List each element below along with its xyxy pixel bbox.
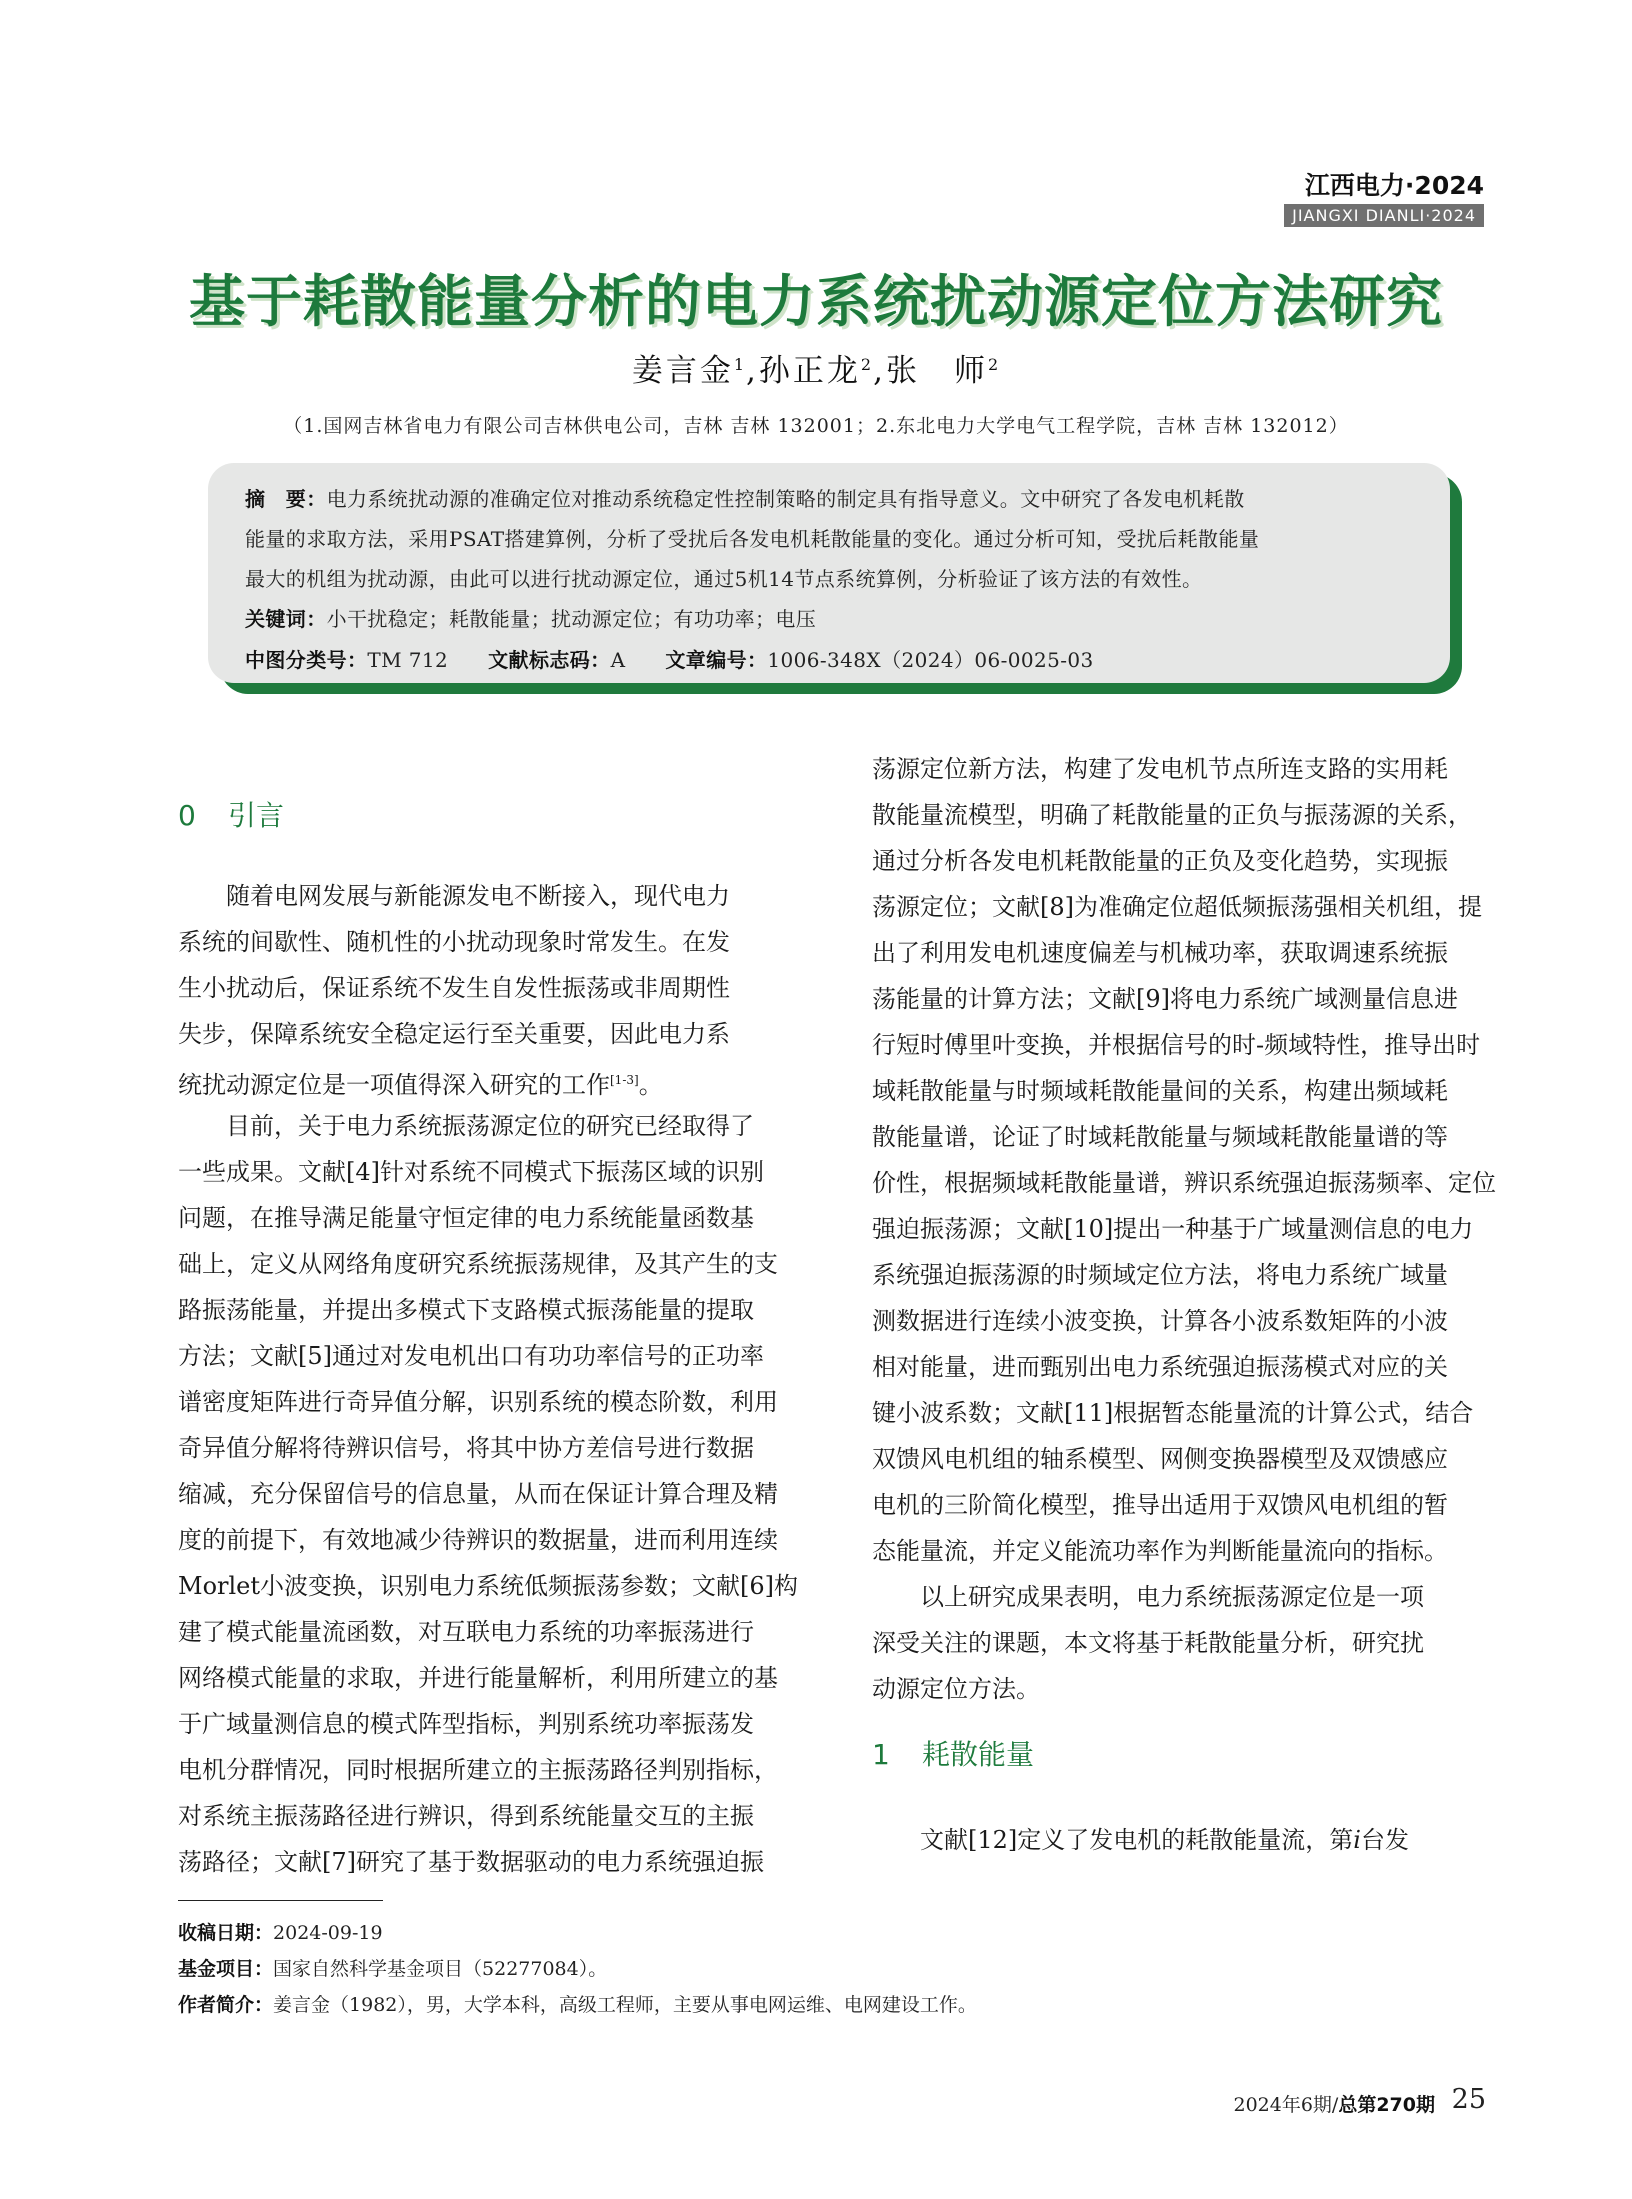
body-line: 荡源定位；文献[8]为准确定位超低频振荡强相关机组，提 — [872, 893, 1482, 921]
footnote-text: 姜言金（1982），男，大学本科，高级工程师，主要从事电网运维、电网建设工作。 — [273, 1994, 977, 2016]
body-line: 目前，关于电力系统振荡源定位的研究已经取得了 — [178, 1112, 754, 1140]
body-line: 动源定位方法。 — [872, 1675, 1040, 1703]
body-line: 缩减，充分保留信号的信息量，从而在保证计算合理及精 — [178, 1480, 778, 1508]
body-line: 散能量谱，论证了时域耗散能量与频域耗散能量谱的等 — [872, 1123, 1448, 1151]
body-line: 度的前提下，有效地减少待辨识的数据量，进而利用连续 — [178, 1526, 778, 1554]
body-line: 谱密度矩阵进行奇异值分解，识别系统的模态阶数，利用 — [178, 1388, 778, 1416]
abstract-label: 摘 要： — [245, 487, 327, 511]
body-line: 通过分析各发电机耗散能量的正负及变化趋势，实现振 — [872, 847, 1448, 875]
body-line: 建了模式能量流函数，对互联电力系统的功率振荡进行 — [178, 1618, 754, 1646]
keywords-label: 关键词： — [245, 607, 327, 631]
body-line: 出了利用发电机速度偏差与机械功率，获取调速系统振 — [872, 939, 1448, 967]
body-line: 奇异值分解将待辨识信号，将其中协方差信号进行数据 — [178, 1434, 754, 1462]
body-line: 于广域量测信息的模式阵型指标，判别系统功率振荡发 — [178, 1710, 754, 1738]
issue-info — [1233, 2090, 1435, 2117]
body-line — [178, 1057, 813, 1103]
body-line: 系统的间歇性、随机性的小扰动现象时常发生。在发 — [178, 928, 730, 956]
author-name: 姜言金 — [631, 353, 734, 389]
body-line: 系统强迫振荡源的时频域定位方法，将电力系统广域量 — [872, 1261, 1448, 1289]
journal-name: 江西电力·2024 — [1304, 171, 1484, 200]
body-line: 态能量流，并定义能流功率作为判断能量流向的指标。 — [872, 1537, 1448, 1565]
body-line: 方法；文献[5]通过对发电机出口有功功率信号的正功率 — [178, 1342, 764, 1370]
body-text: 统扰动源定位是一项值得深入研究的工作 — [178, 1071, 610, 1099]
author-affil-mark: 1 — [733, 354, 745, 374]
author-name: 孙正龙 — [758, 353, 861, 389]
article-no-label: 文章编号： — [665, 648, 768, 672]
class-code: TM 712 — [367, 648, 449, 672]
body-line: 散能量流模型，明确了耗散能量的正负与振荡源的关系， — [872, 801, 1472, 829]
article-no: 1006-348X（2024）06-0025-03 — [767, 648, 1094, 672]
footnote-author — [178, 1990, 977, 2017]
body-text: 文献[12]定义了发电机的耗散能量流，第 — [872, 1826, 1354, 1854]
author-list — [0, 345, 1632, 390]
doc-code: A — [610, 648, 626, 672]
body-line: 随着电网发展与新能源发电不断接入，现代电力 — [178, 882, 730, 910]
keywords-line — [245, 603, 816, 632]
footnote-fund — [178, 1954, 607, 1981]
footnote-received — [178, 1918, 383, 1945]
journal-latin-name: JIANGXI DIANLI·2024 — [1284, 204, 1484, 227]
body-line: 电机的三阶简化模型，推导出适用于双馈风电机组的暂 — [872, 1491, 1448, 1519]
doc-code-label: 文献标志码： — [488, 648, 611, 672]
body-line: 行短时傅里叶变换，并根据信号的时-频域特性，推导出时 — [872, 1031, 1481, 1059]
affiliation: （1.国网吉林省电力有限公司吉林供电公司，吉林 吉林 132001；2.东北电力大学电气工程学院，吉林 吉林 132012） — [283, 415, 1349, 437]
body-line: 一些成果。文献[4]针对系统不同模式下振荡区域的识别 — [178, 1158, 764, 1186]
body-line: 网络模式能量的求取，并进行能量解析，利用所建立的基 — [178, 1664, 778, 1692]
body-line: 问题，在推导满足能量守恒定律的电力系统能量函数基 — [178, 1204, 754, 1232]
footnote-text: 2024-09-19 — [273, 1922, 383, 1944]
footnote-label: 基金项目： — [178, 1958, 274, 1980]
section-number: 0 — [178, 799, 196, 832]
body-line: 荡能量的计算方法；文献[9]将电力系统广域测量信息进 — [872, 985, 1458, 1013]
body-line: 深受关注的课题，本文将基于耗散能量分析，研究扰 — [872, 1629, 1424, 1657]
body-line: 相对能量，进而甄别出电力系统强迫振荡模式对应的关 — [872, 1353, 1448, 1381]
author-separator: , — [746, 353, 759, 389]
abstract-line: 能量的求取方法，采用PSAT搭建算例，分析了受扰后各发电机耗散能量的变化。通过分析可知，受扰后耗散能量 — [245, 527, 1260, 551]
section-heading-intro — [178, 794, 284, 834]
right-column — [872, 746, 1505, 1712]
body-line: 双馈风电机组的轴系模型、网侧变换器模型及双馈感应 — [872, 1445, 1448, 1473]
footnote-label: 作者简介： — [178, 1994, 274, 2016]
body-line: 对系统主振荡路径进行辨识，得到系统能量交互的主振 — [178, 1802, 754, 1830]
math-variable: i — [1353, 1826, 1361, 1854]
footnote-text: 国家自然科学基金项目（52277084）。 — [273, 1958, 608, 1980]
section-title: 引言 — [228, 799, 285, 832]
classification-line — [245, 644, 1094, 673]
body-text: 台发 — [1360, 1826, 1409, 1854]
body-line: 荡路径；文献[7]研究了基于数据驱动的电力系统强迫振 — [178, 1848, 764, 1876]
body-line: 以上研究成果表明，电力系统振荡源定位是一项 — [872, 1583, 1424, 1611]
body-line: 测数据进行连续小波变换，计算各小波系数矩阵的小波 — [872, 1307, 1448, 1335]
page-number: 25 — [1451, 2084, 1486, 2115]
body-line: 域耗散能量与时频域耗散能量间的关系，构建出频域耗 — [872, 1077, 1448, 1105]
author-name: 张 师 — [885, 353, 988, 389]
body-line — [872, 1820, 1409, 1855]
body-line: Morlet小波变换，识别电力系统低频振荡参数；文献[6]构 — [178, 1572, 799, 1600]
paper-title: 基于耗散能量分析的电力系统扰动源定位方法研究 — [189, 270, 1443, 335]
abstract-line — [245, 483, 1245, 512]
body-line: 础上，定义从网络角度研究系统振荡规律，及其产生的支 — [178, 1250, 778, 1278]
author-affil-mark: 2 — [860, 354, 872, 374]
body-text: 。 — [638, 1071, 663, 1099]
abstract-line: 最大的机组为扰动源，由此可以进行扰动源定位，通过5机14节点系统算例，分析验证了该方法的有效性。 — [245, 567, 1203, 591]
left-column — [178, 873, 813, 1885]
body-line: 电机分群情况，同时根据所建立的主振荡路径判别指标， — [178, 1756, 778, 1784]
section-title: 耗散能量 — [922, 1738, 1035, 1771]
section-heading-dissipated-energy — [872, 1733, 1034, 1773]
citation-ref: [1-3] — [610, 1073, 639, 1087]
issue-total: 总第270期 — [1338, 2094, 1435, 2116]
issue-date: 2024年6期/ — [1233, 2094, 1339, 2116]
body-line: 键小波系数；文献[11]根据暂态能量流的计算公式，结合 — [872, 1399, 1474, 1427]
section-number: 1 — [872, 1738, 890, 1771]
footnote-divider — [178, 1900, 383, 1901]
abstract-text: 电力系统扰动源的准确定位对推动系统稳定性控制策略的制定具有指导意义。文中研究了各发电机耗散 — [326, 487, 1245, 511]
body-line: 荡源定位新方法，构建了发电机节点所连支路的实用耗 — [872, 755, 1448, 783]
author-affil-mark: 2 — [987, 354, 999, 374]
author-separator: , — [873, 353, 886, 389]
body-line: 强迫振荡源；文献[10]提出一种基于广域量测信息的电力 — [872, 1215, 1474, 1243]
body-line: 价性，根据频域耗散能量谱，辨识系统强迫振荡频率、定位 — [872, 1169, 1496, 1197]
footnote-label: 收稿日期： — [178, 1922, 274, 1944]
body-line: 生小扰动后，保证系统不发生自发性振荡或非周期性 — [178, 974, 730, 1002]
body-line: 失步，保障系统安全稳定运行至关重要，因此电力系 — [178, 1020, 730, 1048]
body-line: 路振荡能量，并提出多模式下支路模式振荡能量的提取 — [178, 1296, 754, 1324]
class-label: 中图分类号： — [245, 648, 368, 672]
keywords: 小干扰稳定；耗散能量；扰动源定位；有功功率；电压 — [326, 607, 817, 631]
